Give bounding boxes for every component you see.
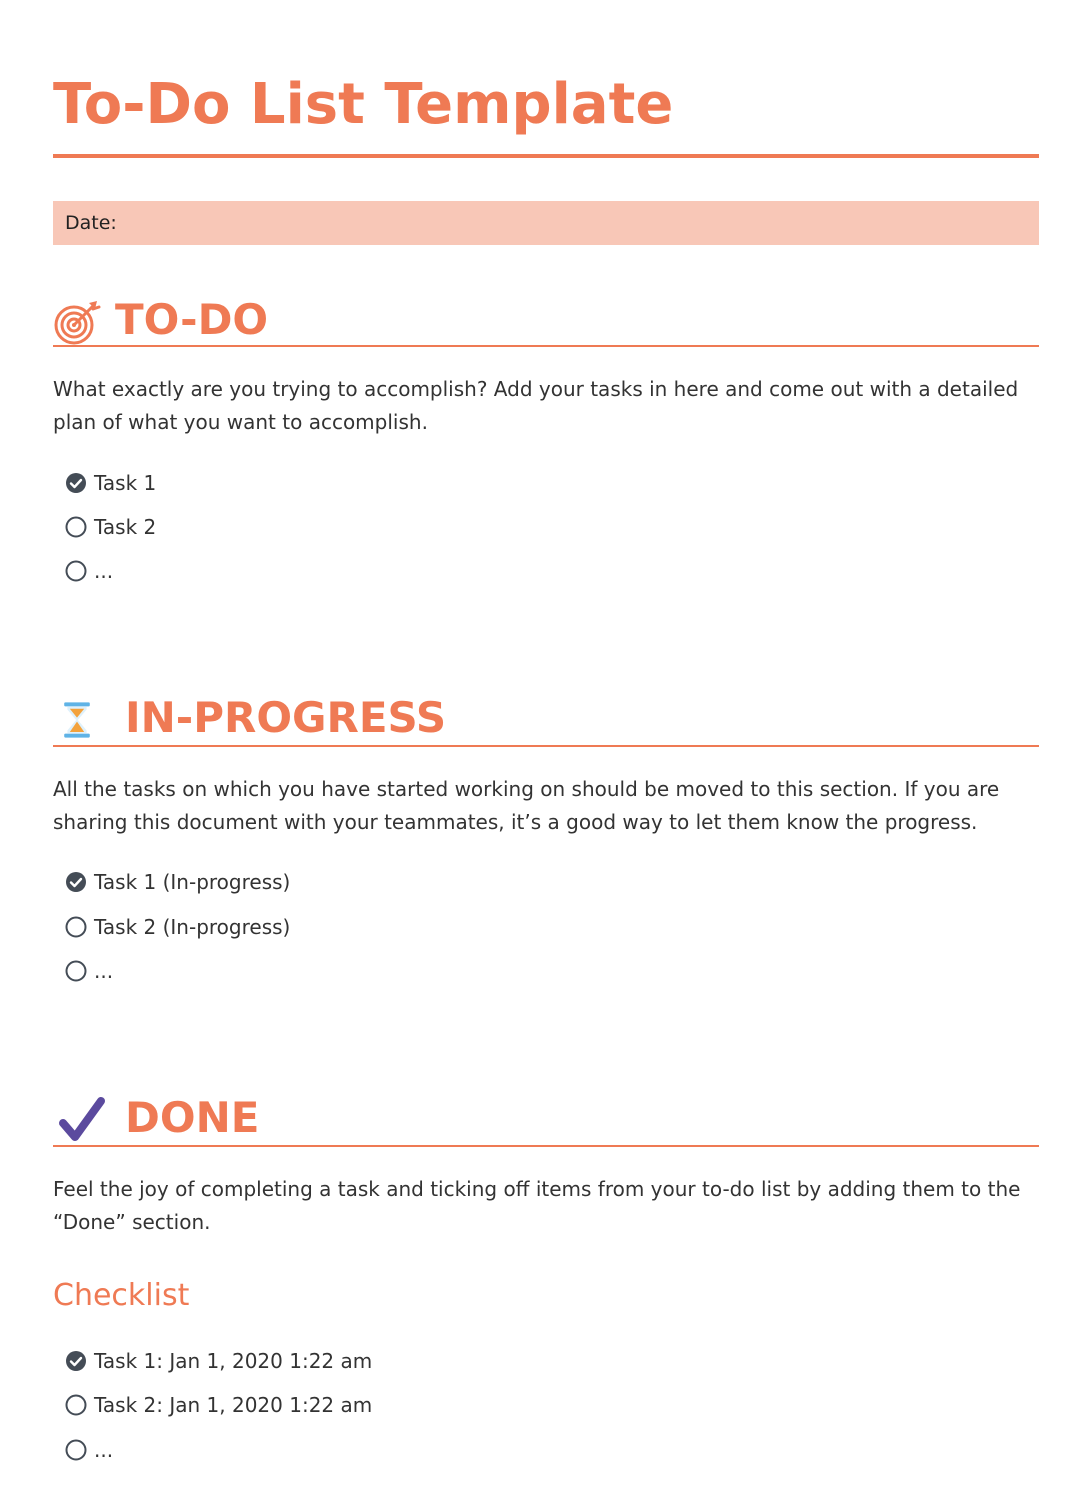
section-heading-done: DONE [125,1093,260,1142]
section-description-done: Feel the joy of completing a task and ticking off items from your to-do list by adding them to the “Done” section. [53,1177,1021,1234]
section-description-todo: What exactly are you trying to accomplish? Add your tasks in here and come out with a detailed plan of what you want to accomplish. [53,377,1019,434]
empty-circle-icon[interactable] [65,960,87,982]
checklist-item[interactable] [65,556,113,586]
checklist-subheading: Checklist [53,1278,190,1313]
checklist-item-label: Task 1 [94,471,157,495]
checklist-item[interactable] [65,468,156,498]
checklist-item[interactable] [65,1390,372,1420]
date-label: Date: [65,212,117,234]
empty-circle-icon[interactable] [65,1439,87,1461]
checklist-item[interactable] [65,512,156,542]
section-heading-todo: TO-DO [115,295,269,344]
checklist-item-label: ... [94,1438,114,1462]
date-field[interactable] [53,201,1039,245]
section-divider-in-progress [53,745,1039,747]
page-title: To-Do List Template [53,72,674,137]
hourglass-icon [61,695,101,745]
empty-circle-icon[interactable] [65,1394,87,1416]
section-header-done [53,1093,1039,1149]
empty-circle-icon[interactable] [65,916,87,938]
checklist-item-label: ... [94,559,114,583]
checked-circle-icon[interactable] [65,1350,87,1372]
checked-circle-icon[interactable] [65,871,87,893]
section-description-in-progress: All the tasks on which you have started working on should be moved to this section. If you are sharing this document with your teammates, it’s a good way to let them know the progress. [53,777,1000,834]
empty-circle-icon[interactable] [65,516,87,538]
empty-circle-icon[interactable] [65,560,87,582]
checklist-item-label: Task 2 (In-progress) [94,915,291,939]
checklist-item-label: Task 2: Jan 1, 2020 1:22 am [94,1393,373,1417]
checklist-item-label: Task 1 (In-progress) [94,870,291,894]
checked-circle-icon[interactable] [65,472,87,494]
target-icon [53,297,103,347]
checklist-item[interactable] [65,867,290,897]
section-divider-todo [53,345,1039,347]
section-divider-done [53,1145,1039,1147]
section-header-in-progress [53,693,1039,749]
checklist-item[interactable] [65,1346,372,1376]
checklist-item-label: Task 2 [94,515,157,539]
checklist-item[interactable] [65,912,290,942]
checklist-item-label: ... [94,959,114,983]
checklist-item[interactable] [65,956,113,986]
checklist-item-label: Task 1: Jan 1, 2020 1:22 am [94,1349,373,1373]
checklist-item[interactable] [65,1435,113,1465]
section-header-todo [53,295,1039,351]
section-heading-in-progress: IN-PROGRESS [125,693,447,742]
checkmark-icon [57,1095,107,1145]
title-divider [53,154,1039,158]
